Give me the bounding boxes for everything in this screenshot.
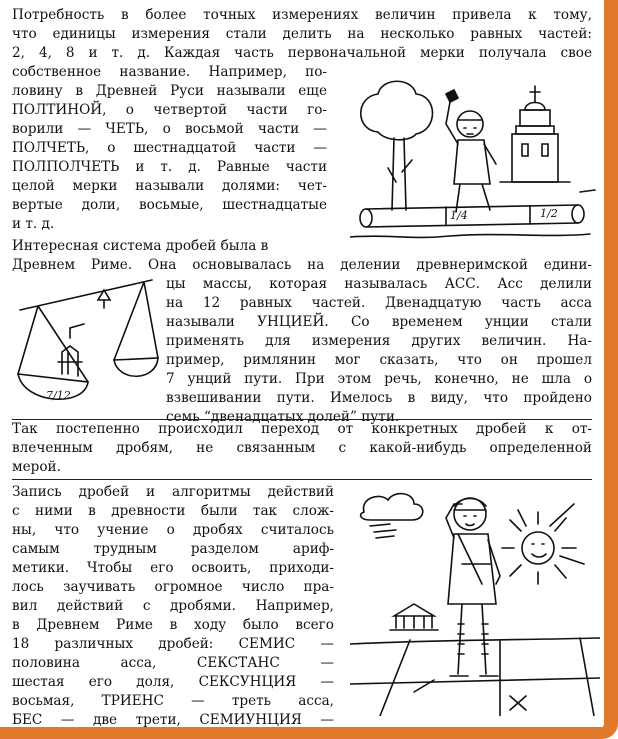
text-line: шестая его доля, СЕКСУНЦИЯ — (12, 674, 334, 690)
text-line: что единицы измерения стали делить на несколько равных частей: (12, 26, 592, 42)
text-line: на 12 равных частей. Двенадцатую часть асса (166, 295, 592, 311)
text-line: Так постепенно происходил переход от конкретных дробей к от- (12, 421, 592, 437)
text-line: Потребность в более точных измерениях величин привела к тому, (12, 7, 592, 23)
text-line: пример, римлянин мог сказать, что он прошел (166, 352, 592, 368)
text-line: взвешивании пути. Имелось в виду, что пройдено (166, 390, 592, 406)
text-line: с ними в древности были так слож- (12, 503, 334, 519)
roman-student-illustration (350, 484, 600, 716)
text-line: самым трудным разделом ариф- (12, 541, 334, 557)
text-line: ПОЛТИНОЙ, о четвертой части го- (12, 102, 327, 118)
fraction-label-seven-twelfths: 7/12 (46, 389, 71, 402)
text-line: 2, 4, 8 и т. д. Каждая часть первоначальной мерки получала свое (12, 45, 592, 61)
text-line: и т. д. (12, 216, 55, 232)
text-line: вертые доли, восьмые, шестнадцатые (12, 197, 327, 213)
text-line: Запись дробей и алгоритмы действий (12, 484, 334, 500)
fraction-label-quarter: 1/4 (450, 209, 468, 222)
text-line: 7 унций пути. При этом речь, конечно, не шла о (166, 371, 592, 387)
text-line: применять для измерения других величин. На- (166, 333, 592, 349)
boy-chopping-log-illustration (350, 72, 598, 244)
text-line: ловину в Древней Руси называли еще (12, 83, 327, 99)
text-line: восьмая, ТРИЕНС — треть асса, (12, 693, 334, 709)
text-line: БЕС — две трети, СЕМИУНЦИЯ — (12, 712, 334, 728)
text-line: влеченным дробям, не связанным с какой-нибудь определенной (12, 440, 592, 456)
text-line: лось заучивать огромное число пра- (12, 579, 334, 595)
text-line: семь “двенадцатых долей” пути. (166, 409, 400, 425)
separator-line (12, 479, 592, 480)
text-line: собственное название. Например, по- (12, 64, 327, 80)
text-line: 18 различных дробей: СЕМИС — (12, 636, 334, 652)
text-line: цы массы, которая называлась АСС. Асс делили (166, 276, 592, 292)
text-line: ны, что учение о дробях считалось (12, 522, 334, 538)
text-line: половина асса, СЕКСТАНС — (12, 655, 334, 671)
text-line: ПОЛПОЛЧЕТЬ и т. д. Равные части (12, 159, 327, 175)
fraction-label-half: 1/2 (540, 207, 558, 220)
text-line: называли УНЦИЕЙ. Со временем унции стали (166, 314, 592, 330)
text-line: Древнем Риме. Она основывалась на делении древнеримской едини- (12, 257, 592, 273)
text-line: в Древнем Риме в ходу было всего (12, 617, 334, 633)
text-line: Интересная система дробей была в (12, 238, 269, 254)
text-line: целой мерки называли долями: чет- (12, 178, 327, 194)
text-line: вил действий с дробями. Например, (12, 598, 334, 614)
text-line: мерой. (12, 459, 61, 475)
text-line: ПОЛЧЕТЬ, о шестнадцатой части — (12, 140, 327, 156)
text-line: ворили — ЧЕТЬ, о восьмой части — (12, 121, 327, 137)
text-line: метики. Чтобы его освоить, приходи- (12, 560, 334, 576)
balance-scales-illustration (14, 278, 162, 410)
